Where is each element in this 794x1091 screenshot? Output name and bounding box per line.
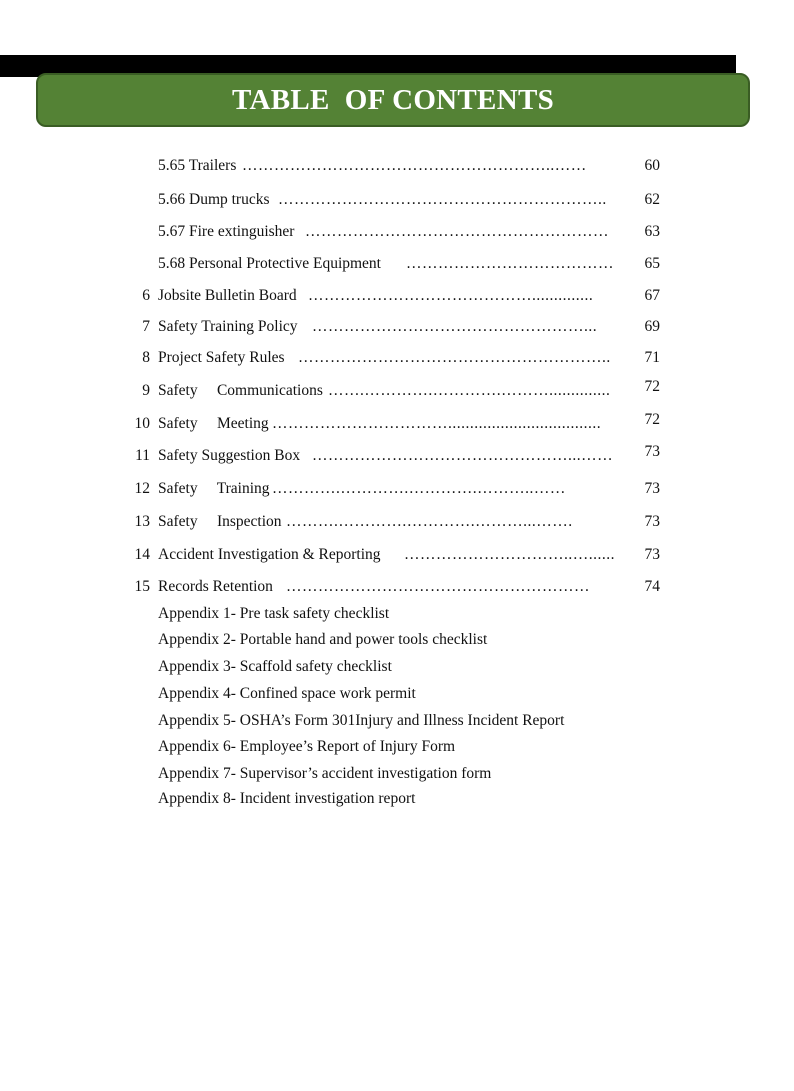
toc-page-number: 73 (644, 546, 660, 563)
toc-label: 5.67 Fire extinguisher (158, 223, 295, 240)
toc-page-number: 72 (644, 411, 660, 428)
toc-page-number: 67 (644, 287, 660, 304)
toc-leader: ……………………………................................... (272, 415, 602, 432)
appendix-item[interactable]: Appendix 8- Incident investigation report (158, 790, 416, 807)
toc-entry[interactable] (0, 221, 794, 243)
toc-entry[interactable] (0, 253, 794, 275)
toc-entry[interactable] (0, 478, 794, 500)
toc-label: Project Safety Rules (158, 349, 285, 366)
toc-page-number: 62 (644, 191, 660, 208)
toc-page-number: 73 (644, 443, 660, 460)
toc-page-number: 73 (644, 513, 660, 530)
toc-entry[interactable] (0, 544, 794, 566)
toc-page-number: 74 (644, 578, 660, 595)
toc-page-number: 73 (644, 480, 660, 497)
toc-number: 9 (142, 382, 150, 399)
toc-leader: …………………………………………………….. (278, 191, 607, 208)
toc-leader: ………………………………………………….. (298, 349, 611, 366)
toc-leader: …………………………………….............. (308, 287, 594, 304)
toc-leader: ……………………………………………... (312, 318, 598, 335)
toc-label: Safety Training (158, 480, 270, 497)
toc-entry[interactable] (0, 511, 794, 533)
toc-entry[interactable] (0, 347, 794, 369)
toc-entry[interactable] (0, 316, 794, 338)
toc-leader: …………………………..…...... (404, 546, 615, 563)
appendix-item[interactable]: Appendix 6- Employee’s Report of Injury Form (158, 738, 456, 755)
toc-label: Safety Meeting (158, 415, 269, 432)
appendix-item[interactable]: Appendix 5- OSHA’s Form 301Injury and Illness Incident Report (158, 712, 565, 729)
toc-page-number: 72 (644, 378, 660, 395)
toc-leader: ………………………………………………… (286, 578, 590, 595)
toc-number: 14 (134, 546, 150, 563)
toc-entry[interactable] (0, 155, 794, 177)
toc-label: Jobsite Bulletin Board (158, 287, 297, 304)
toc-leader: …………………………………………………..…… (242, 157, 587, 174)
toc-page-number: 71 (644, 349, 660, 366)
toc-label: Safety Suggestion Box (158, 447, 301, 464)
appendix-item[interactable]: Appendix 2- Portable hand and power tools checklist (158, 631, 488, 648)
toc-page-number: 63 (644, 223, 660, 240)
toc-entry[interactable] (0, 413, 794, 435)
toc-entry[interactable] (0, 445, 794, 467)
toc-number: 7 (142, 318, 150, 335)
toc-label: Safety Inspection (158, 513, 282, 530)
toc-leader: …….………….………….……….............. (328, 382, 611, 399)
toc-label: 5.66 Dump trucks (158, 191, 270, 208)
toc-leader: ………………………………… (406, 255, 614, 272)
toc-entry[interactable] (0, 576, 794, 598)
toc-number: 6 (142, 287, 150, 304)
toc-leader: …………………………………………...…… (312, 447, 614, 464)
toc-page-number: 65 (644, 255, 660, 272)
toc-entry[interactable] (0, 380, 794, 402)
toc-page-number: 69 (644, 318, 660, 335)
toc-page-number: 60 (644, 157, 660, 174)
page-title: TABLE OF CONTENTS (231, 83, 555, 116)
toc-label: Safety Communications (158, 382, 323, 399)
toc-number: 8 (142, 349, 150, 366)
toc-label: Records Retention (158, 578, 277, 595)
appendix-item[interactable]: Appendix 4- Confined space work permit (158, 685, 416, 702)
toc-label: Accident Investigation & Reporting (158, 546, 385, 563)
toc-leader: ……….………….………….………...……. (286, 513, 573, 530)
toc-leader: ………….………….………….………..…… (272, 480, 566, 497)
toc-number: 12 (134, 480, 150, 497)
toc-number: 10 (134, 415, 150, 432)
appendix-item[interactable]: Appendix 3- Scaffold safety checklist (158, 658, 392, 675)
toc-label: Safety Training Policy (158, 318, 298, 335)
title-banner (36, 73, 750, 127)
appendix-item[interactable]: Appendix 1- Pre task safety checklist (158, 605, 390, 622)
toc-number: 13 (134, 513, 150, 530)
toc-label: 5.68 Personal Protective Equipment (158, 255, 385, 272)
toc-number: 11 (135, 447, 150, 464)
appendix-item[interactable]: Appendix 7- Supervisor’s accident investigation form (158, 765, 492, 782)
toc-label: 5.65 Trailers (158, 157, 237, 174)
toc-number: 15 (134, 578, 150, 595)
toc-leader: ………………………………………………… (305, 223, 609, 240)
toc-entry[interactable] (0, 189, 794, 211)
toc-entry[interactable] (0, 285, 794, 307)
